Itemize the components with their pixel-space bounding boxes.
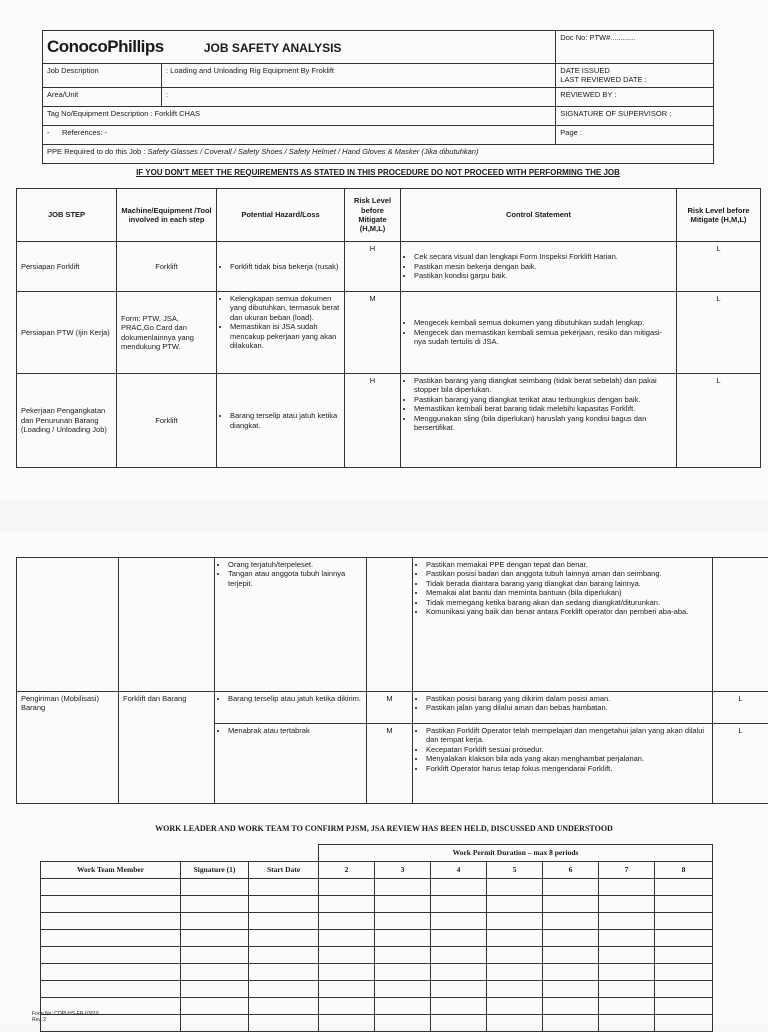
sign-cell[interactable] — [543, 879, 599, 896]
sign-cell[interactable] — [41, 879, 181, 896]
last-reviewed-date: LAST REVIEWED DATE : — [560, 75, 709, 84]
table-row — [17, 692, 768, 724]
page-sheet-1 — [0, 0, 768, 500]
list-item: • Barang terselip atau jatuh ketika diangkat. — [230, 411, 340, 430]
sign-cell[interactable] — [375, 981, 431, 998]
sign-cell[interactable] — [431, 981, 487, 998]
sign-cell[interactable] — [375, 947, 431, 964]
list-item: • Memastikan kembali berat barang tidak melebihi kapasitas Forklift. — [414, 404, 672, 413]
sign-cell[interactable] — [181, 913, 249, 930]
hazard — [215, 692, 367, 724]
list-item: • Pastikan barang yang diangkat seimbang (tidak berat sebelah) dan pakai stopper bila diperlukan. — [414, 376, 672, 395]
form-revision: Rev. 2 — [32, 1018, 99, 1024]
sign-cell[interactable] — [543, 913, 599, 930]
col-hazard: Potential Hazard/Loss — [217, 189, 345, 242]
sign-cell[interactable] — [599, 998, 655, 1015]
work-team-table — [40, 844, 713, 1032]
sign-cell[interactable] — [431, 998, 487, 1015]
table-row — [41, 981, 713, 998]
sign-cell[interactable] — [487, 1015, 543, 1032]
sign-cell[interactable] — [487, 896, 543, 913]
sign-cell[interactable] — [599, 947, 655, 964]
list-item: • Kelengkapan semua dokumen yang dibutuhkan, termasuk berat dan ukuran beban (load). — [230, 294, 340, 322]
table-row — [41, 1015, 713, 1032]
sign-cell[interactable] — [487, 947, 543, 964]
risk-level: M — [345, 292, 401, 374]
table-row — [17, 374, 761, 468]
sign-cell[interactable] — [41, 981, 181, 998]
sign-cell[interactable] — [181, 998, 249, 1015]
list-item: • Barang terselip atau jatuh ketika dikirim. — [228, 694, 362, 703]
risk-level-after: L — [713, 692, 768, 724]
col-period-8: 8 — [655, 862, 713, 879]
sign-cell[interactable] — [181, 896, 249, 913]
sign-cell[interactable] — [319, 1015, 375, 1032]
sign-cell[interactable] — [41, 964, 181, 981]
form-footer — [32, 1012, 99, 1023]
equipment: Forklift — [117, 242, 217, 292]
hazard — [217, 242, 345, 292]
list-item: • Forklift tidak bisa bekerja (rusak) — [230, 262, 340, 271]
table-row — [41, 879, 713, 896]
list-item: • Tidak memegang ketika barang akan dan sedang diangkat/diturunkan. — [426, 598, 708, 607]
sign-cell[interactable] — [249, 930, 319, 947]
date-issued: DATE ISSUED — [560, 66, 709, 75]
area-value: : — [162, 87, 556, 106]
sign-cell[interactable] — [543, 998, 599, 1015]
job-step — [17, 558, 119, 692]
sign-cell[interactable] — [487, 964, 543, 981]
control-statement — [413, 692, 713, 724]
job-step: Pekerjaan Pengangkatan dan Penurunan Barang (Loading / Unloading Job) — [17, 374, 117, 468]
table-row — [41, 998, 713, 1015]
doc-no: Doc No: PTW#............ — [556, 31, 714, 64]
confirmation-statement: WORK LEADER AND WORK TEAM TO CONFIRM PJSM, JSA REVIEW HAS BEEN HELD, DISCUSSED AND UNDERSTOOD — [42, 824, 726, 833]
sign-cell[interactable] — [375, 930, 431, 947]
sign-cell[interactable] — [181, 1015, 249, 1032]
risk-level-after: L — [677, 374, 761, 468]
sign-cell[interactable] — [599, 879, 655, 896]
sign-cell[interactable] — [599, 981, 655, 998]
sign-cell[interactable] — [431, 964, 487, 981]
sign-cell[interactable] — [375, 896, 431, 913]
list-item: • Kecepatan Forklift sesuai prosedur. — [426, 745, 708, 754]
table-row — [41, 913, 713, 930]
sign-cell[interactable] — [319, 947, 375, 964]
table-row — [41, 896, 713, 913]
col-period-6: 6 — [543, 862, 599, 879]
table-row — [41, 947, 713, 964]
sign-cell[interactable] — [599, 964, 655, 981]
risk-level: M — [367, 724, 413, 804]
company-logo: ConocoPhillips — [47, 37, 164, 56]
sign-cell[interactable] — [249, 998, 319, 1015]
sign-cell[interactable] — [431, 896, 487, 913]
equipment: Forklift dan Barang — [119, 692, 215, 804]
control-statement — [413, 558, 713, 692]
list-item: • Pastikan Forklift Operator telah mempelajari dan mengetahui jalan yang akan dilalui dan tempat kerja. — [426, 726, 708, 745]
sign-cell[interactable] — [655, 981, 713, 998]
list-item: • Pastikan barang yang diangkat terikat atau terbungkus dengan baik. — [414, 395, 672, 404]
sign-cell[interactable] — [41, 930, 181, 947]
list-item: • Forklift Operator harus tetap fokus mengendarai Forklift. — [426, 764, 708, 773]
sign-cell[interactable] — [249, 913, 319, 930]
form-number: Form No: COPI-HS-FR-03016 — [32, 1012, 99, 1018]
table-row — [41, 930, 713, 947]
list-item: • Menggunakan sling (bila diperlukan) haruslah yang kondisi bagus dan bersertifikat. — [414, 414, 672, 433]
list-item: • Memakai alat bantu dan meminta bantuan (bila diperlukan) — [426, 588, 708, 597]
sign-cell[interactable] — [181, 964, 249, 981]
sign-cell[interactable] — [655, 947, 713, 964]
list-item: • Pastikan posisi barang yang dikirim dalam posisi aman. — [426, 694, 708, 703]
list-item: • Pastikan kondisi garpu baik. — [414, 271, 672, 280]
signature-supervisor: SIGNATURE OF SUPERVISOR : — [556, 106, 714, 125]
sign-cell[interactable] — [431, 947, 487, 964]
sign-cell[interactable] — [487, 930, 543, 947]
risk-level-after: L — [713, 724, 768, 804]
col-period-4: 4 — [431, 862, 487, 879]
list-item: • Menabrak atau tertabrak — [228, 726, 362, 735]
hazard — [215, 724, 367, 804]
list-item: • Mengecek kembali semua dokumen yang dibutuhkan sudah lengkap. — [414, 318, 672, 327]
sign-cell[interactable] — [543, 896, 599, 913]
sign-cell[interactable] — [375, 964, 431, 981]
sign-cell[interactable] — [375, 1015, 431, 1032]
sign-cell[interactable] — [41, 913, 181, 930]
list-item: • Cek secara visual dan lengkapi Form Inspeksi Forklift Harian. — [414, 252, 672, 261]
area-label: Area/Unit — [43, 87, 162, 106]
col-risk-after: Risk Level before Mitigate (H,M,L) — [677, 189, 761, 242]
list-item: • Mengecek dan memastikan kembali semua pekerjaan, resiko dan mitigasi-nya sudah tertulis di JSA. — [414, 328, 672, 347]
sign-cell[interactable] — [249, 981, 319, 998]
date-cell — [556, 64, 714, 88]
sign-cell[interactable] — [599, 896, 655, 913]
hazard — [217, 374, 345, 468]
sign-cell[interactable] — [319, 964, 375, 981]
sign-cell[interactable] — [543, 981, 599, 998]
control-statement — [401, 374, 677, 468]
sign-cell[interactable] — [655, 913, 713, 930]
list-item: • Pastikan mesin bekerja dengan baik. — [414, 262, 672, 271]
list-item: • Pastikan posisi badan dan anggota tubuh lainnya aman dan seimbang. — [426, 569, 708, 578]
sign-cell[interactable] — [249, 1015, 319, 1032]
page-number: Page : — [556, 125, 714, 144]
risk-level: H — [345, 374, 401, 468]
col-signature: Signature (1) — [181, 862, 249, 879]
sign-cell[interactable] — [543, 964, 599, 981]
sign-cell[interactable] — [655, 879, 713, 896]
col-start-date: Start Date — [249, 862, 319, 879]
table-row — [17, 242, 761, 292]
sign-cell[interactable] — [655, 1015, 713, 1032]
document-title: JOB SAFETY ANALYSIS — [204, 41, 342, 55]
equipment: Form: PTW, JSA, PRAC,Go Card dan dokumenlainnya yang mendukung PTW. — [117, 292, 217, 374]
col-period-7: 7 — [599, 862, 655, 879]
risk-level: M — [367, 692, 413, 724]
list-item: • Tangan atau anggota tubuh lainnya terjepit. — [228, 569, 362, 588]
sign-cell[interactable] — [543, 947, 599, 964]
header-table — [42, 30, 714, 164]
job-description-label: Job Description — [43, 64, 162, 88]
sign-cell[interactable] — [181, 947, 249, 964]
sign-cell[interactable] — [599, 930, 655, 947]
sign-cell[interactable] — [249, 896, 319, 913]
sign-cell[interactable] — [41, 896, 181, 913]
sign-cell[interactable] — [487, 913, 543, 930]
list-item: • Pastikan memakai PPE dengan tepat dan benar. — [426, 560, 708, 569]
sign-cell[interactable] — [487, 998, 543, 1015]
sign-cell[interactable] — [599, 1015, 655, 1032]
job-step: Pengiriman (Mobilisasi) Barang — [17, 692, 119, 804]
jsa-continuation-table — [16, 557, 768, 804]
ppe-label: PPE Required to do this Job : — [47, 147, 145, 156]
permit-duration-header: Work Permit Duration – max 8 periods — [319, 845, 713, 862]
control-statement — [413, 724, 713, 804]
sign-cell[interactable] — [41, 947, 181, 964]
sign-cell[interactable] — [655, 964, 713, 981]
sign-cell[interactable] — [319, 913, 375, 930]
risk-level-after: L — [677, 292, 761, 374]
control-statement — [401, 242, 677, 292]
jsa-table — [16, 188, 761, 468]
col-work-team-member: Work Team Member — [41, 862, 181, 879]
job-description-value: : Loading and Unloading Rig Equipment By Froklift — [162, 64, 556, 88]
sign-cell[interactable] — [249, 964, 319, 981]
sign-cell[interactable] — [599, 913, 655, 930]
list-item: • Komunikasi yang baik dan benar antara Forklift operator dan pemberi aba-aba. — [426, 607, 708, 616]
sign-cell[interactable] — [181, 981, 249, 998]
list-item: • Memastikan isi JSA sudah mencakup pekerjaan yang akan dilakukan. — [230, 322, 340, 350]
list-item: • Tidak berada diantara barang yang diangkat dan barang lainnya. — [426, 579, 708, 588]
col-risk-before: Risk Level before Mitigate (H,M,L) — [345, 189, 401, 242]
warning-notice: IF YOU DON'T MEET THE REQUIREMENTS AS STATED IN THIS PROCEDURE DO NOT PROCEED WITH PERFORMING THE JOB — [42, 168, 714, 177]
sign-cell[interactable] — [375, 913, 431, 930]
sign-cell[interactable] — [319, 930, 375, 947]
sign-cell[interactable] — [543, 930, 599, 947]
col-control: Control Statement — [401, 189, 677, 242]
sign-cell[interactable] — [431, 913, 487, 930]
ppe-value: Safety Glasses / Coverall / Safety Shoes / Safety Helmet / Hand Gloves & Masker (Jika dibutuhkan) — [147, 147, 478, 156]
col-period-3: 3 — [375, 862, 431, 879]
sign-cell[interactable] — [431, 879, 487, 896]
sign-cell[interactable] — [431, 930, 487, 947]
sign-cell[interactable] — [319, 981, 375, 998]
sign-cell[interactable] — [487, 981, 543, 998]
col-job-step: JOB STEP — [17, 189, 117, 242]
blank-header — [41, 845, 319, 862]
hazard — [217, 292, 345, 374]
sign-cell[interactable] — [319, 896, 375, 913]
table-row — [41, 964, 713, 981]
sign-cell[interactable] — [375, 879, 431, 896]
reviewed-by: REVIEWED BY : — [556, 87, 714, 106]
sign-cell[interactable] — [655, 930, 713, 947]
list-item: • Pastikan jalan yang dilalui aman dan bebas hambatan. — [426, 703, 708, 712]
col-period-2: 2 — [319, 862, 375, 879]
risk-level — [367, 558, 413, 692]
work-team-rows — [41, 879, 713, 1032]
col-equipment: Machine/Equipment /Tool involved in each step — [117, 189, 217, 242]
sign-cell[interactable] — [249, 947, 319, 964]
risk-level-after: L — [677, 242, 761, 292]
control-statement — [401, 292, 677, 374]
tag-equipment: Tag No/Equipment Description : Forklift CHAS — [43, 106, 556, 125]
job-step: Persiapan PTW (Ijin Kerja) — [17, 292, 117, 374]
sign-cell[interactable] — [181, 879, 249, 896]
job-step: Persiapan Forklift — [17, 242, 117, 292]
ppe-row — [43, 144, 714, 163]
sign-cell[interactable] — [431, 1015, 487, 1032]
hazard — [215, 558, 367, 692]
sign-cell[interactable] — [543, 1015, 599, 1032]
sign-cell[interactable] — [249, 879, 319, 896]
risk-level: H — [345, 242, 401, 292]
sign-cell[interactable] — [487, 879, 543, 896]
equipment: Forklift — [117, 374, 217, 468]
sign-cell[interactable] — [319, 998, 375, 1015]
sign-cell[interactable] — [375, 998, 431, 1015]
table-row — [17, 558, 768, 692]
list-item: • Orang terjatuh/terpeleset. — [228, 560, 362, 569]
col-period-5: 5 — [487, 862, 543, 879]
list-item: • Menyalakan klakson bila ada yang akan menghambat perjalanan. — [426, 754, 708, 763]
sign-cell[interactable] — [655, 998, 713, 1015]
equipment — [119, 558, 215, 692]
risk-level-after — [713, 558, 768, 692]
table-row — [17, 292, 761, 374]
sign-cell[interactable] — [181, 930, 249, 947]
sign-cell[interactable] — [655, 896, 713, 913]
sign-cell[interactable] — [319, 879, 375, 896]
references: - References: - — [43, 125, 556, 144]
